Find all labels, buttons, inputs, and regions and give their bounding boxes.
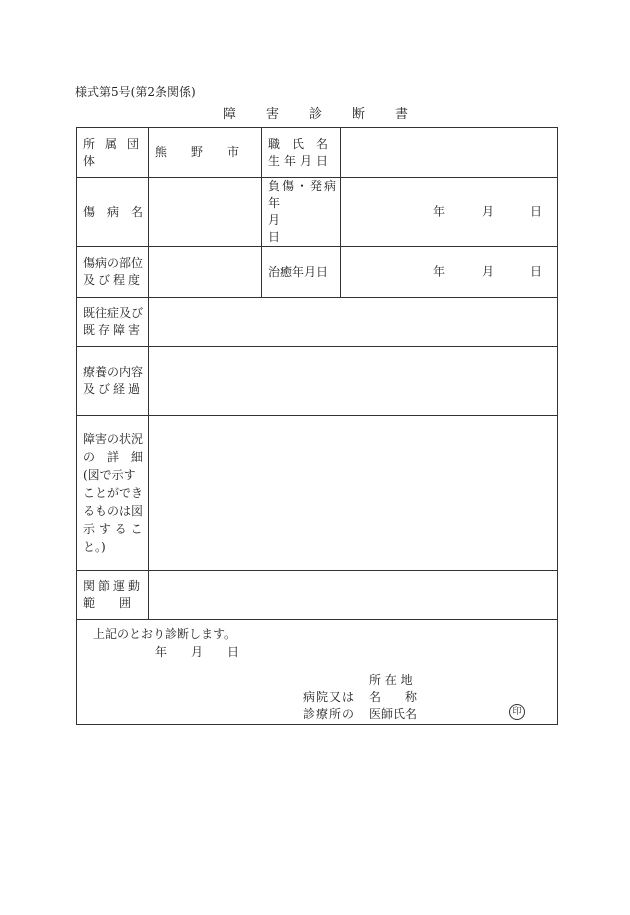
history-row: [77, 298, 558, 347]
rom-label: [77, 571, 149, 620]
history-value[interactable]: [149, 298, 558, 347]
doctor-name-label: 医師氏名: [369, 707, 418, 721]
treatment-row: [77, 347, 558, 416]
hospital-name-label: 名 称: [369, 690, 418, 704]
org-row: [77, 128, 558, 178]
condition-line: (図で示す: [83, 468, 136, 482]
rom-label-line1: 関節運動: [83, 579, 144, 593]
onset-label: [262, 178, 341, 247]
rom-label-line2: 範 囲: [83, 596, 132, 610]
onset-month: 月: [482, 204, 495, 219]
site-row: [77, 247, 558, 298]
site-label-line2: 及び程度: [83, 273, 144, 287]
rom-value[interactable]: [149, 571, 558, 620]
site-label-line1: 傷病の部位: [83, 256, 144, 270]
onset-year: 年: [433, 204, 446, 219]
condition-line: ことができ: [83, 486, 144, 500]
onset-label-line1: 負傷・発病年: [268, 179, 336, 210]
onset-label-line2: 月 日: [268, 213, 329, 244]
history-label: [77, 298, 149, 347]
name-birth-label: [262, 128, 341, 178]
cure-month: 月: [482, 264, 495, 279]
injury-label: 傷 病 名: [77, 178, 149, 247]
location-label: 所 在 地: [369, 673, 413, 687]
treatment-label: [77, 347, 149, 416]
condition-label: [77, 416, 149, 571]
treatment-label-line2: 及び経過: [83, 382, 144, 396]
condition-line: の 詳 細: [83, 450, 144, 464]
sign-year: 年: [155, 645, 168, 659]
page-title: 障害診断書: [223, 107, 439, 122]
name-label: 職 氏 名: [268, 136, 329, 151]
history-label-line2: 既存障害: [83, 323, 144, 337]
signature-block: [77, 620, 558, 725]
cure-label: 治癒年月日: [262, 247, 341, 298]
name-birth-value[interactable]: [341, 128, 558, 178]
cure-day: 日: [530, 264, 543, 279]
birth-label: 生年月日: [268, 153, 333, 168]
diagnosis-form-table: [76, 127, 558, 725]
onset-day: 日: [530, 204, 543, 219]
injury-value[interactable]: [149, 178, 262, 247]
site-label: [77, 247, 149, 298]
sign-day: 日: [227, 645, 240, 659]
signature-row: [77, 620, 558, 725]
injury-row: [77, 178, 558, 247]
site-value[interactable]: [149, 247, 262, 298]
condition-line: 示 す る こ: [83, 522, 143, 536]
hospital-label-line2: 診療所の: [303, 707, 356, 721]
cure-date-field[interactable]: [341, 247, 558, 298]
sign-month: 月: [191, 645, 204, 659]
condition-row: [77, 416, 558, 571]
condition-line: と。): [83, 540, 106, 554]
hospital-label-line1: 病院又は: [303, 690, 356, 704]
treatment-label-line1: 療養の内容: [83, 365, 144, 379]
onset-date-field[interactable]: [341, 178, 558, 247]
cure-year: 年: [433, 264, 446, 279]
org-value[interactable]: 熊 野 市: [149, 128, 262, 178]
statement: 上記のとおり診断します。: [93, 627, 237, 641]
form-number: 様式第5号(第2条関係): [75, 85, 196, 99]
condition-value[interactable]: [149, 416, 558, 571]
seal-icon: 印: [509, 704, 525, 720]
rom-row: [77, 571, 558, 620]
treatment-value[interactable]: [149, 347, 558, 416]
history-label-line1: 既往症及び: [83, 306, 144, 320]
condition-line: 障害の状況: [83, 432, 144, 446]
org-label: 所属団体: [77, 128, 149, 178]
condition-line: るものは図: [83, 504, 144, 518]
